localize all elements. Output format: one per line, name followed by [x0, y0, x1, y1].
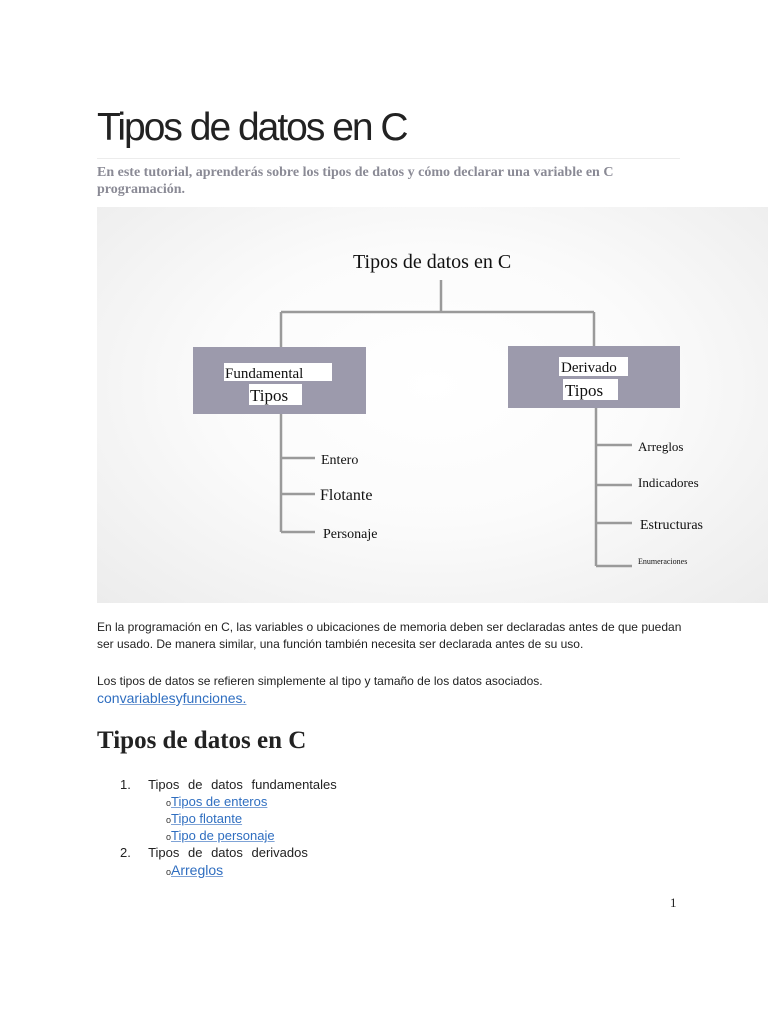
leaf-estructuras: Estructuras [640, 518, 703, 533]
enteros-link[interactable]: Tipos de enteros [171, 794, 268, 809]
title-divider [97, 158, 680, 159]
diagram-root-label: Tipos de datos en C [353, 251, 512, 273]
page-title: Tipos de datos en C [97, 106, 407, 149]
list-item-label: Tipos de datos derivados [148, 845, 308, 860]
inline-links [97, 690, 246, 706]
circle-bullet-icon: o [166, 815, 172, 825]
paragraph-definition: Los tipos de datos se refieren simplemente al tipo y tamaño de los datos asociados. [97, 674, 543, 688]
leaf-entero: Entero [321, 453, 359, 468]
arreglos-link[interactable]: Arreglos [171, 862, 224, 878]
circle-bullet-icon: o [166, 867, 172, 877]
circle-bullet-icon: o [166, 798, 172, 808]
inline-prefix: con [97, 690, 120, 706]
sub-item-personaje [166, 828, 275, 843]
derived-box-line1: Derivado [561, 360, 617, 376]
fundamental-box-line1: Fundamental [225, 366, 304, 382]
sub-item-flotante [166, 811, 242, 826]
data-types-diagram [97, 207, 768, 603]
page-number: 1 [670, 895, 677, 910]
leaf-personaje: Personaje [323, 527, 378, 542]
flotante-link[interactable]: Tipo flotante [171, 811, 243, 826]
list-item-label: Tipos de datos fundamentales [148, 777, 337, 792]
fundamental-box-line2: Tipos [250, 386, 289, 405]
sub-item-arreglos [166, 862, 223, 878]
leaf-flotante: Flotante [320, 487, 373, 504]
intro-subtitle: En este tutorial, aprenderás sobre los tipos de datos y cómo declarar una variable en C programación. [97, 165, 614, 197]
section-heading: Tipos de datos en C [97, 727, 307, 754]
list-item-derived: 2. Tipos de datos derivados [120, 845, 308, 860]
sub-item-enteros [166, 794, 267, 809]
funciones-link[interactable]: funciones. [182, 690, 247, 706]
leaf-indicadores: Indicadores [638, 475, 699, 490]
leaf-arreglos: Arreglos [638, 439, 684, 454]
diagram-svg [97, 207, 768, 603]
circle-bullet-icon: o [166, 832, 172, 842]
leaf-enumeraciones: Enumeraciones [638, 557, 688, 566]
derived-box-line2: Tipos [565, 381, 604, 400]
personaje-link[interactable]: Tipo de personaje [171, 828, 275, 843]
list-item-fundamental: 1. Tipos de datos fundamentales [120, 777, 337, 792]
inline-middle: y [175, 690, 183, 706]
variables-link[interactable]: variables [119, 690, 176, 706]
paragraph-declaration: En la programación en C, las variables o ubicaciones de memoria deben ser declaradas antes de que puedan ser usado. De manera similar, una función también necesita ser declarada antes de su uso. [97, 620, 682, 651]
